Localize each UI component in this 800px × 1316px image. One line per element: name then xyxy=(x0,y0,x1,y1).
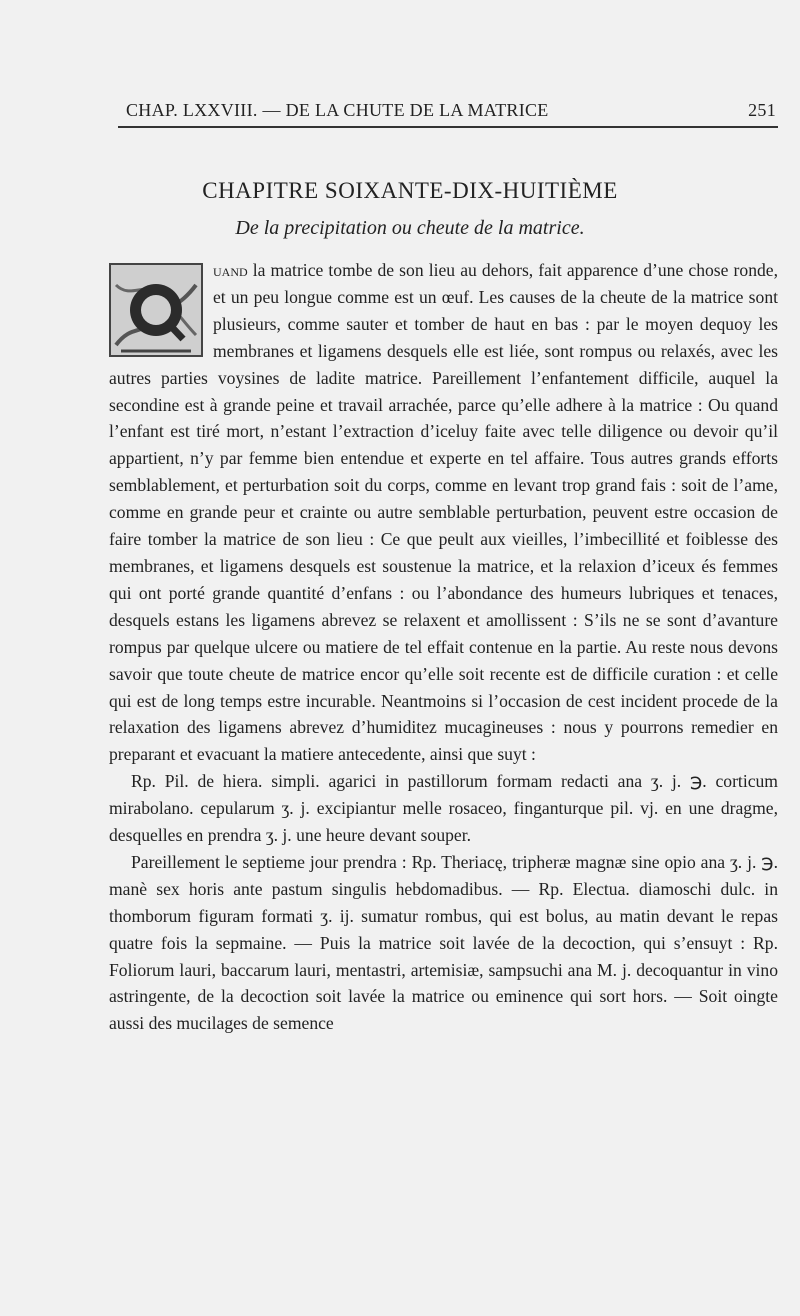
paragraph-1-text: la matrice tombe de son lieu au dehors, fait apparence d’une chose ronde, et un peu longue comme est un œuf. Les causes de la cheute de la matrice sont plusieurs, comme sauter et tomber de haut en bas : par le moyen dequoy les membranes et ligamens desquels elle est liée, sont rompus ou relaxés, avec les autres parties voysines de ladite matrice. Pareillement l’enfantement difficile, auquel la secondine est à grande peine et travail arrachée, parce qu’elle adhere à la matrice : Ou quand l’enfant est tiré mort, n’estant l’extraction d’iceluy faite avec telle diligence ou devoir qu’il appartient, n’y par femme bien entendue et experte en tel affaire. Tous autres grands efforts semblablement, et perturbation soit du corps, comme en levant trop grand fais : soit de l’ame, comme en grande peur et crainte ou autre semblable perturbation, peuvent estre occasion de faire tomber la matrice de son lieu : Ce que peult aux vieilles, l’imbecillité et foiblesse des membranes, et ligamens desquels est soustenue la matrice, et la relaxion d’iceux és femmes qui ont porté grande quantité d’enfans : ou l’abondance des humeurs lubriques et tenaces, desquels estans les ligamens abrevez se relaxent et amollissent : S’ils ne se sont d’avanture rompus par quelque ulcere ou matiere de tel effait contenue en la partie. Au reste nous devons savoir que toute cheute de matrice encor qu’elle soit recente est de difficile curation : et celle qui est de long temps estre incurable. Neantmoins si l’occasion de cest incident procede de la relaxation des ligamens abrevez d’humiditez mucagineuses : nous y pourrons remedier en preparant et evacuant la matiere antecedente, ainsi que suyt : xyxy=(109,260,778,765)
chapter-subtitle: De la precipitation ou cheute de la matrice. xyxy=(235,217,585,239)
paragraph-2: Rp. Pil. de hiera. simpli. agarici in pastillorum formam redacti ana ʒ. j. ℈. corticum mirabolano. cepularum ʒ. j. excipiantur melle rosaceo, finganturque pil. vj. en une dragme, desquelles en prendra ʒ. j. une heure devant souper. xyxy=(109,771,778,846)
chapter-title: CHAPITRE SOIXANTE-DIX-HUITIÈME xyxy=(202,178,618,203)
paragraph-3: Pareillement le septieme jour prendra : Rp. Theriacę, tripheræ magnæ sine opio ana ʒ. j. ℈. manè sex horis ante pastum singulis hebdomadibus. — Rp. Electua. diamoschi dulc. in thomborum figuram formati ʒ. ij. sumatur rombus, qui est bolus, au matin devant le repas quatre fois la sepmaine. — Puis la matrice soit lavée de la decoction, qui s’ensuyt : Rp. Foliorum lauri, baccarum lauri, mentastri, artemisiæ, sampsuchi ana M. j. decoquantur in vino astringente, de la decoction soit lavée la matrice ou eminence qui sort hors. — Soit oingte aussi des mucilages de semence xyxy=(109,851,778,1034)
paragraph-1 xyxy=(109,257,778,768)
chapter-body xyxy=(109,257,778,1037)
ornamental-initial-icon xyxy=(109,263,203,357)
first-word: uand xyxy=(213,260,248,280)
page-number: 251 xyxy=(748,100,776,120)
running-head-title: CHAP. LXXVIII. — DE LA CHUTE DE LA MATRICE xyxy=(126,100,549,120)
header-rule xyxy=(118,126,778,128)
